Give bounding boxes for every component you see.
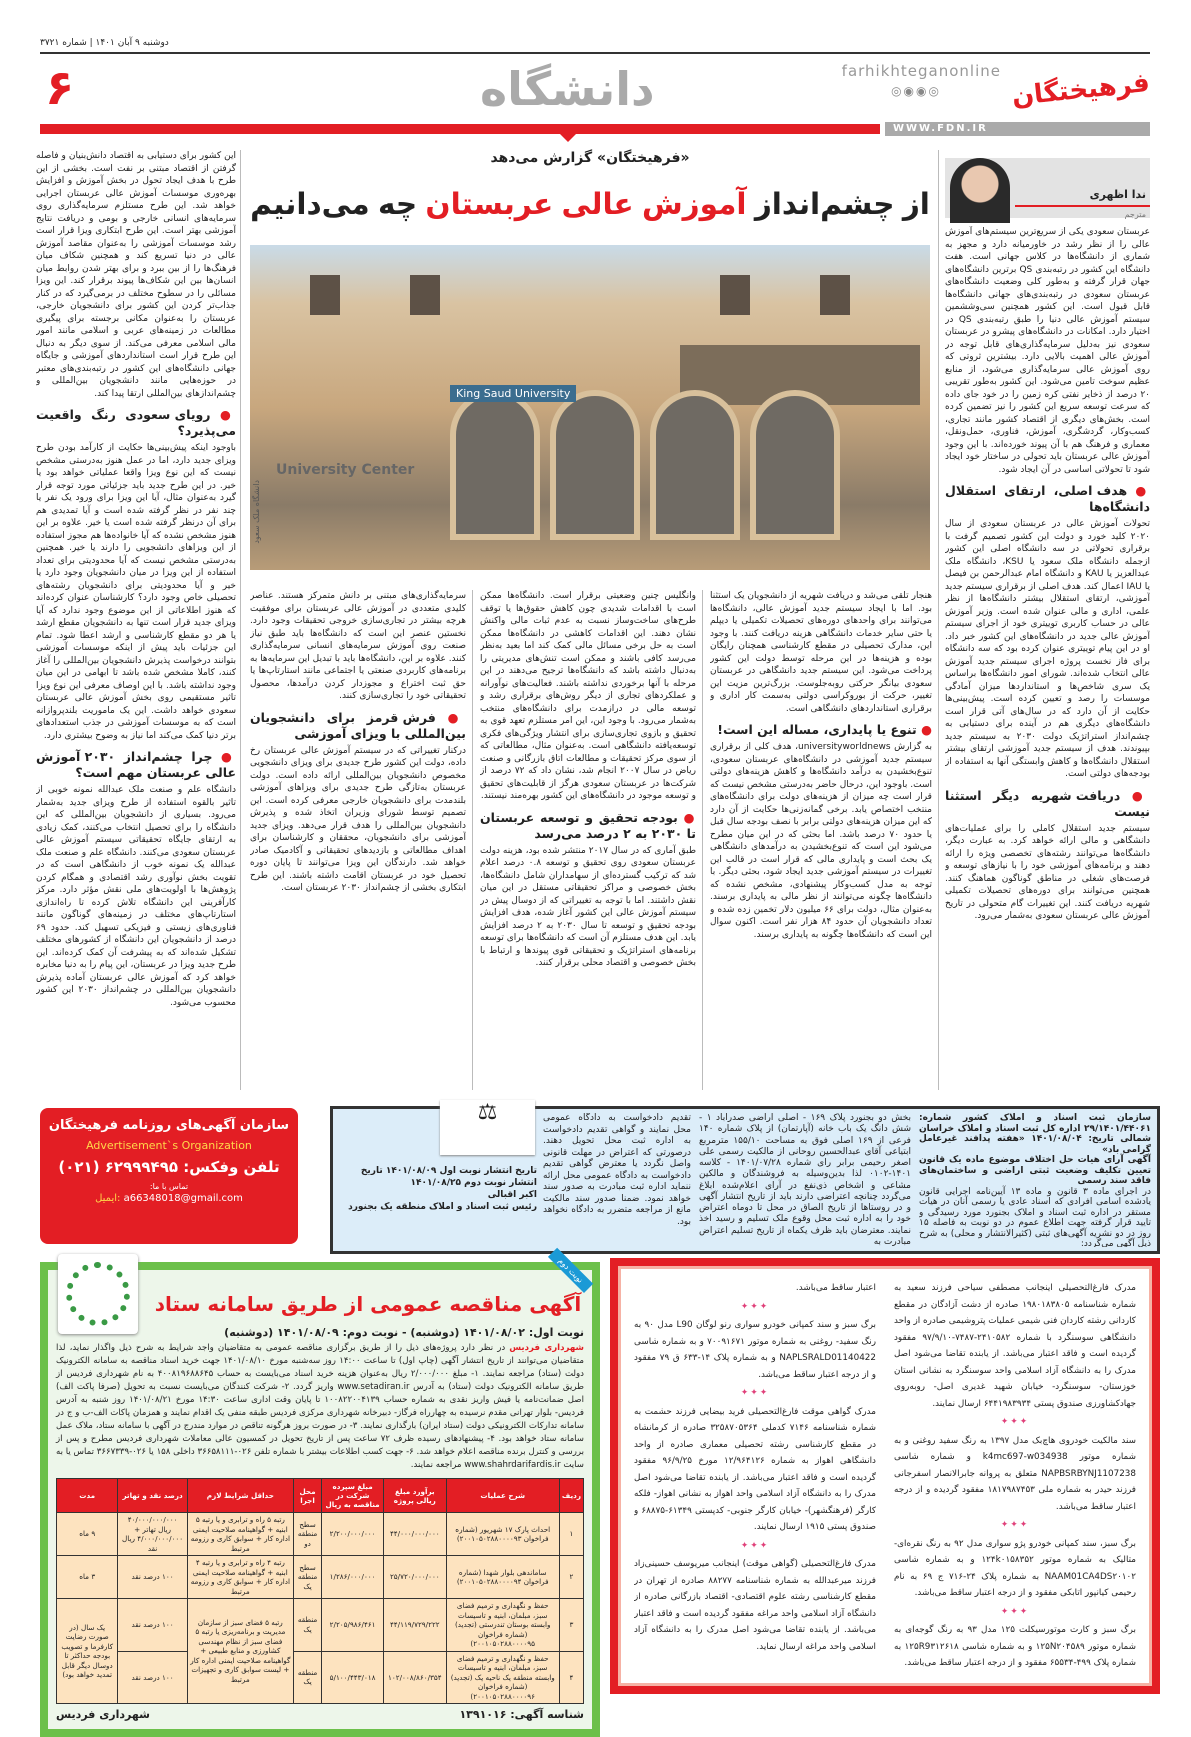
header-red-bar — [40, 124, 880, 134]
legal-body: بخش دو بجنورد پلاک ۱۶۹ - اصلی اراضی صدرآباد ۱ - شش دانگ یک باب خانه (آپارتمان) از پلاک شماره ۱۴۰ فرعی از ۱۶۹ اصلی فوق به مساحت ۱۵۵/۱۰ مترمربع ابتیاعی آقای عبدالحسین روحانی از مالکیت رسمی علی اصغر رحیمی برابر رای شماره ۱۴۰۱/۰۷/۲۸ - کلاسه ۱۴۰۱-۰۱۰۲ لذا بدین‌وسیله به فروشندگان و مالکین مشاعی و اشخاص ذی‌نفع در آرای اعلام‌شده ابلاغ می‌گردد چنانچه اعتراضی دارند باید از تاریخ انتشار آگهی و در روستاها از تاریخ الصاق در محل تا دوماه اعتراض خود را به اداره ثبت محل وقوع ملک تسلیم و رسید اخذ نمایند. معترضان باید ظرف یکماه از تاریخ تسلیم اعتراض مبادرت به — [699, 1113, 911, 1247]
tender-ad-id: شناسه آگهی: ۱۳۹۱۰۱۶ — [459, 1708, 584, 1721]
legal-body: در اجرای ماده ۳ قانون و ماده ۱۳ آیین‌نامه اجرایی قانون یادشده اسامی افرادی که اسناد عادی یا رسمی آنان در هیات مستقر در اداره ثبت اسناد و املاک بجنورد مورد رسیدگی و تایید قرار گرفته جهت اطلاع عموم در دو نوبت به فاصله ۱۵ روز در دو نشریه آگهی‌های ثبتی (کثیرالانتشار و محلی) به شرح ذیل آگهی می‌گردد: — [919, 1186, 1151, 1247]
table-cell: ۴۴/۱۱۹/۷۲۹/۲۲۲ — [384, 1599, 446, 1652]
separator-icon: ✦✦✦ — [1000, 1520, 1030, 1530]
article-column-left — [36, 150, 236, 1098]
table-cell: رتبه ۵ فضای سبز از سازمان مدیریت و برنامه‌ریزی یا رتبه ۵ فضای سبز از نظام مهندسی کشاورزی و منابع طبیعی + گواهینامه صلاحیت ایمنی اداره کار + لیست سوابق کاری و تجهیزات مرتبط — [187, 1599, 293, 1704]
separator-icon: ✦✦✦ — [740, 1540, 770, 1551]
ad-org-contact-label: تماس با ما: — [149, 1182, 189, 1191]
separator-icon: ✦✦✦ — [740, 1301, 770, 1312]
website-url: WWW.FDN.IR — [885, 122, 1150, 136]
headline-highlight: آموزش عالی عربستان — [425, 187, 747, 221]
tender-table — [56, 1478, 584, 1704]
table-cell: ۹ ماه — [57, 1513, 118, 1556]
legal-column-1 — [919, 1113, 1151, 1247]
lost-documents-notices — [610, 1258, 1160, 1694]
legal-signature — [341, 1165, 537, 1213]
article-column-right — [945, 226, 1150, 1096]
ad-organization-box — [40, 1108, 298, 1244]
table-cell: سطح منطقه یک — [293, 1556, 321, 1599]
notice-item: سند مالکیت خودروی هاچ‌بک مدل ۱۳۹۷ به رنگ سفید روغنی و به شماره موتور k4mc697-w034938 و شماره شاسی NAPBSRBYNJ1107238 متعلق به پروانه جابرالانصار اسفرجانی فرزند حیدر به شماره ملی ۱۸۱۷۹۸۷۴۵۳ مفقود گردیده و از درجه اعتبار ساقط می‌باشد. — [894, 1435, 1136, 1512]
subheading: ● فرش قرمز برای دانشجویان بین‌المللی با ویزای آموزشی — [250, 710, 466, 742]
tender-title: آگهی مناقصه عمومی از طریق سامانه ستاد — [154, 1292, 582, 1316]
table-cell: حفظ و نگهداری و ترمیم فضای سبز، مبلمان، ابنیه و تاسیسات وابسته بوستان تندرستی (تجدید) (شماره فراخوان ۲۰۰۱۰۵۰۲۸۸۰۰۰۰۹۵) — [446, 1599, 559, 1652]
article-photo — [250, 245, 930, 570]
table-cell: منطقه یک — [293, 1599, 321, 1652]
legal-signer: اکبر اقبالی — [487, 1190, 537, 1200]
table-cell: ۵/۱۰۰/۴۴۳/۰۱۸ — [322, 1651, 384, 1704]
table-cell: ۲۵/۷۲۰/۰۰۰/۰۰۰ — [384, 1556, 446, 1599]
email-label: ایمیل: — [95, 1193, 121, 1204]
newspaper-logo: فرهیختگان — [1010, 67, 1152, 113]
table-header: محل اجرا — [293, 1479, 321, 1513]
twitter-icon: ◉ — [916, 84, 929, 98]
separator-icon: ✦✦✦ — [1000, 1417, 1030, 1427]
notice-item: برگ سبز، سند کمپانی خودرو پژو سواری مدل ۹۲ به رنگ نقره‌ای- متالیک به شماره موتور ۱۲۴k۰۱۵۸۳۵۲ و به شماره شاسی NAAM01CA4DS۲۰۱۰۲ به شماره پلاک ۲۴-۷۱۶ ج ۶۹ به نام رحیمی کیانپور اتابکی مفقود و از درجه اعتبار ساقط می‌باشد. — [894, 1538, 1136, 1598]
tender-org: شهرداری فردیس — [509, 1343, 584, 1353]
table-cell: ۱۰۲/۰۰۸/۸۶۰/۳۵۴ — [384, 1651, 446, 1704]
photo-sign-center: University Center — [276, 462, 415, 478]
instagram-icon: ◎ — [891, 84, 904, 98]
ad-org-phone: تلفن وفکس: ۶۲۹۹۹۴۹۵ (۰۲۱) — [58, 1158, 280, 1176]
legal-signer-title: رئیس ثبت اسناد و املاک منطقه یک بجنورد — [348, 1202, 537, 1212]
notice-item: برگ سبز و سند کمپانی خودرو سواری رنو لوگان L90 مدل ۹۰ به رنگ سفید- روغنی به شماره موتور ۷۰۰۹۱۶۷۱ و به شماره شاسی NAPLSRALD01140422 و به شماره پلاک ۱۴-۶۳۳ ق ۷۹ مفقود و از درجه اعتبار ساقط می‌باشد. — [634, 1320, 876, 1380]
subheading: ● بودجه تحقیق و توسعه عربستان تا ۲۰۳۰ به ۲ درصد می‌رسد — [480, 810, 696, 842]
table-cell: احداث پارک ۱۷ شهریور (شماره فراخوان ۲۰۰۱۰۵۰۲۸۸۰۰۰۰۹۳) — [446, 1513, 559, 1556]
article-column-mid3 — [250, 590, 466, 1095]
social-icons — [891, 84, 941, 98]
table-header: حداقل شرایط لازم — [187, 1479, 293, 1513]
paragraph: به گزارش universityworldnews، هدف کلی از برقراری سیستم جدید آموزشی در دانشگاه‌های عربستان سعودی، تنوع‌بخشیدن به درآمد دانشگاه‌ها و کاهش هزینه‌های دولتی است. باوجود این، درحال حاضر به‌درستی مشخص نیست که قرار است چه میزان از هزینه‌های دولت برای دانشگاه‌های منتخب اختصاص یابد. برخی گمانه‌زنی‌ها حکایت از آن دارد که این میزان هزینه‌های دولتی برابر با نصف بودجه سال قبل یا حدود ۷۰ درصد باشد. اما بحثی که در این میان مطرح می‌شود این است که تنوع‌بخشیدن به درآمدهای دانشگاهی یک بحث است و پایداری مالی که قرار است در قالب این تغییرات در سیستم آموزشی جدید ایجاد شود، بحثی دیگر. با توجه به مدل کسب‌وکار پیشنهادی، مشخص نشده که دانشگاه‌ها چگونه می‌توانند از نظر مالی به پایداری برسند. به‌عنوان مثال، دولت برای ۶۶ میلیون دلار تخمین زده شده و تعداد دانشجویان آن حدود ۸۴ هزار نفر است. اکنون سوال این است که دانشگاه‌ها چگونه به پایداری برسند. — [710, 742, 932, 940]
paragraph: طبق آماری که در سال ۲۰۱۷ منتشر شده بود، هزینه دولت عربستان سعودی روی تحقیق و توسعه ۰.۸ درصد اعلام شد که ترکیب گسترده‌ای از سهامداران شامل دانشگاه‌ها، بخش خصوصی و مراکز تحقیقاتی مستقل در این میان نقش داشتند. اما با توجه به تغییراتی که از دوسال پیش در سیستم آموزش عالی این کشور آغاز شده، هدف افزایش بودجه تحقیق و توسعه تا سال ۲۰۳۰ به ۲ درصد افزایش یابد. این هدف مستلزم آن است که دانشگاه‌ها برای توسعه برنامه‌های استراتژیک و تحقیقاتی قوی پیوندها و ارتباط با بخش خصوصی و اقتصاد محلی برقرار کنند. — [480, 845, 696, 968]
legal-body: تقدیم دادخواست به دادگاه عمومی محل نمایند و گواهی تقدیم دادخواست به اداره ثبت محل تحویل دهند. درصورتی که اعتراض در مهلت قانونی واصل نگردد یا معترض گواهی تقدیم دادخواست به دادگاه عمومی محل ارائه ننماید اداره ثبت مبادرت به صدور سند خواهد نمود. ضمنا صدور سند مالکیت مانع از مراجعه متضرر به دادگاه نخواهد بود. — [543, 1113, 691, 1227]
site-name: farhikhteganonline — [841, 62, 1001, 80]
table-header: شرح عملیات — [446, 1479, 559, 1513]
notice-item: اعتبار ساقط می‌باشد. — [795, 1283, 876, 1293]
table-cell: رتبه ۵ راه و ترابری و یا رتبه ۵ ابنیه + گواهینامه صلاحیت ایمنی اداره کار + سوابق کاری و رزومه مرتبط — [187, 1513, 293, 1556]
table-cell: ۴۰/۰۰۰/۰۰۰/۰۰۰ ریال تهاتر + ۴/۰۰۰/۰۰۰/۰۰۰ ریال نقد — [118, 1513, 187, 1556]
fardis-municipality-logo-icon — [58, 1254, 138, 1334]
legal-column-2 — [699, 1113, 911, 1247]
paragraph: این کشور برای دستیابی به اقتصاد دانش‌بنیان و فاصله گرفتن از اقتصاد مبتنی بر نفت است. بخشی از این طرح با هدف ایجاد تحول در بخش آموزش و افزایش بهره‌وری موسسات آموزش عالی عربستان اجرایی خواهد شد. این طرح مستلزم سرمایه‌گذاری روی سرمایه‌های انسانی خارجی و بومی و دریافت نتایج آموزشی بهتر است. این طرح ابتکاری ویزا قرار است رشد موسسات آموزشی را به‌عنوان مقاصد آموزش عالی در دنیا تسریع کند و همچنین شکاف میان فرهنگ‌ها را از بین ببرد و برای بهتر شدن روابط میان انسان‌ها بین این شکاف‌ها پیوند برقرار کند. این ویزا مسائلی را در سطوح مختلف در برمی‌گیرد که در کنار جذاب‌تر کردن این کشور برای دانشجویان خارجی، عربستان را به‌عنوان مکانی برجسته برای پیگیری مطالعات در زمینه‌های عربی و اسلامی مانند امور مالی اسلامی معرفی می‌کند. از سوی دیگر به دنبال این طرح قرار است استانداردهای آموزشی و جایگاه جهانی دانشگاه‌های این کشور در رتبه‌بندی‌های معتبر در حوزه‌هایی مانند دانشجویان بین‌المللی و چشم‌اندازهای بین‌المللی ارتقا پیدا کند. — [36, 151, 236, 399]
notices-column-right — [894, 1280, 1136, 1672]
table-cell: حفظ و نگهداری و ترمیم فضای سبز، مبلمان، ابنیه و تاسیسات وابسته منطقه یک ناحیه یک (تجدید) (شماره فراخوان ۲۰۰۱۰۵۰۲۸۸۰۰۰۰۹۶) — [446, 1651, 559, 1704]
headline-part: از چشم‌انداز — [746, 187, 930, 221]
column-divider — [702, 590, 703, 1090]
judiciary-emblem-icon: ⚖ — [440, 1100, 535, 1155]
photo-credit: دانشگاه ملک سعود — [252, 480, 261, 544]
table-header: مبلغ سپرده شرکت در مناقصه به ریال — [322, 1479, 384, 1513]
tender-signer: شهرداری فردیس — [56, 1708, 150, 1721]
table-cell: سطح منطقه دو — [293, 1513, 321, 1556]
tender-body: در نظر دارد پروژه‌های ذیل را از طریق برگزاری مناقصه عمومی به متقاضیان واجد شرایط به شرح ذیل واگذار نماید، لذا متقاضیان می‌توانند از تاریخ انتشار آگهی (چاپ اول) تا ساعت ۱۴:۰۰ روز سه‌شنبه مورخ ۱۴۰۱/۰۸/۱۰ جهت خرید اسناد مناقصه به سامانه الکترونیک دولت (ستاد) مراجعه نمایند. ۱- مبلغ ۲/۰۰۰/۰۰۰ ریال به‌عنوان هزینه خرید اسناد می‌بایست به حساب ۴۰۰۸۱۹۶۸۸۶۴۵ به نام شهرداری فردیس از طریق سامانه الکترونیک دولت (ستاد) به آدرس www.setadiran.ir واریز گردد. ۲- شرکت کنندگان می‌بایست نسبت به تحویل (صرفا پاکت الف) اصل ضمانت‌نامه یا فیش واریز نقدی به شماره حساب ۱۰۰۸۲۲۰۰۴۱۳۹ تا پایان وقت اداری ساعت ۱۴:۳۰ مورخ ۱۴۰۱/۰۸/۲۱ روز شنبه به آدرس فردیس- بلوار تهرانی مقدم نرسیده به چهارراه فرگاز- دبیرخانه شهرداری مرکزی فردیس طبقه منفی یک اقدام نمایند و همزمان پاکات الف-ب و ج در سامانه تدارکات الکترونیکی دولت (ستاد ایران) بارگذاری نمایند. ۳- در صورت بروز هرگونه تناقص در موارد مندرج در آگهی با سامانه ستاد، ملاک عمل سامانه ستاد خواهد بود. ۴- پیشنهادهای رسیده ظرف ۷۲ ساعت پس از تاریخ تحویل در کمسیون عالی معاملات شهرداری فردیس مطرح و پس از بررسی و کنترل برنده مناقصه اعلام خواهد شد. ۶- جهت کسب اطلاعات بیشتر با شماره تلفن ۰۲۶-۳۶۶۵۸۱۱۱ داخلی ۱۵۸ یا ۰۲۶-۳۶۶۷۳۳۹ تماس یا به سایت www.shahrdarifardis.ir مراجعه نمایند. — [56, 1343, 584, 1470]
section-title: دانشگاه — [480, 62, 655, 116]
subheading: ● دریافت شهریه دیگر استثنا نیست — [945, 788, 1150, 820]
ad-org-email[interactable] — [40, 1193, 298, 1204]
paragraph: هنجار تلقی می‌شد و دریافت شهریه از دانشجویان یک استثنا بود. اما با ایجاد سیستم جدید آموزش عالی، دانشگاه‌ها می‌توانند برای واحدهای دوره‌های تحصیلات تکمیلی یا دیپلم یا حتی سایر خدمات دانشگاهی هزینه دریافت کنند. با وجود این، مدارک تحصیلی در مقطع کارشناسی همچنان رایگان بوده و هزینه‌ها در این مرحله توسط دولت این کشور پرداخت می‌شود. این سیستم جدید دانشگاهی در عربستان سعودی بیانگر حرکتی روبه‌جلوست. بزرگ‌ترین مزیت این تغییر، حرکت از بوروکراسی دولتی به‌سمت کار اداری و برقراری استانداردهای دانشگاهی است. — [710, 591, 932, 714]
table-row — [57, 1651, 584, 1704]
legal-dates: تاریخ انتشار نوبت اول ۱۴۰۱/۰۸/۰۹ تاریخ انتشار نوبت دوم ۱۴۰۱/۰۸/۲۵ — [360, 1166, 537, 1188]
tender-rounds: نوبت اول: ۱۴۰۱/۰۸/۰۲ (دوشنبه) - نوبت دوم: ۱۴۰۱/۰۸/۰۹ (دوشنبه) — [224, 1326, 584, 1339]
notice-item: مدرک گواهی موقت فارغ‌التحصیلی فرید بیضایی فرزند حشمت به شماره شناسنامه ۷۱۴۶ کدملی ۳۲۵۸۷۰۵۳۶۴ صادره از کرمانشاه در مقطع کارشناسی رشته تحصیلی معماری صادره از واحد دانشگاهی اهواز به شماره ۱۲/۹۶۴۱۲۶ مورخ ۹۶/۹/۲۵ مفقود گردیده است و فاقد اعتبار می‌باشد. از یابنده تقاضا می‌شود اصل مدرک را به دانشگاه آزاد اسلامی واحد اهواز به نشانی اهواز- فلکه کارگر (فرهنگشهر)- خیابان کارگر جنوبی- کدپستی ۶۱۳۴۹-۶۸۸۷۵ و صندوق پستی ۱۹۱۵ ارسال نمایند. — [634, 1406, 876, 1532]
table-header: ردیف — [559, 1479, 583, 1513]
ad-org-subtitle: Advertisement`s Organization — [86, 1139, 252, 1152]
table-cell: منطقه یک — [293, 1651, 321, 1704]
article-column-mid1 — [710, 590, 932, 1095]
table-cell: ۱ — [559, 1513, 583, 1556]
column-divider — [240, 150, 241, 1090]
legal-header: سازمان ثبت اسناد و املاک کشور شماره: ۲۹/۱۴۰۱/۴۴۰۶۱ اداره کل ثبت اسناد و املاک خراسان شمالی تاریخ: ۱۴۰۱/۰۸/۰۴ «هفته پدافند غیرعامل گرامی باد» — [919, 1113, 1151, 1155]
ad-org-title: سازمان آگهی‌های روزنامه فرهیختگان — [48, 1118, 290, 1133]
subheading: ● رویای سعودی رنگ واقعیت می‌پذیرد؟ — [36, 407, 236, 439]
paragraph: عربستان سعودی یکی از سریع‌ترین سیستم‌های آموزش عالی را از نظر رشد در خاورمیانه دارد و مجهز به شماری از دانشگاه‌ها در کلاس جهانی است. هفت دانشگاه این کشور در رتبه‌بندی QS برترین دانشگاه‌های جهان قرار گرفته و به‌طور کلی وضعیت دانشگاه‌های عربستان سعودی در رتبه‌بندی‌های جهانی دانشگاه‌ها قابل قبول است. این کشور همچنین سی‌وششمین سیستم آموزش عالی دنیا را طبق رتبه‌بندی QS در اختیار دارد. امکانات در دانشگاه‌های پیشرو در عربستان سعودی نیز به‌دلیل سرمایه‌گذاری‌های قابل توجه در آموزش عالی اهمیت بالایی دارد. بیشترین ثروتی که روی آموزش عالی سرمایه‌گذاری می‌شود، از منابع عظیم سوخت تامین می‌شود. این کشور به‌طور تقریبی ۲۰ درصد از ذخایر نفتی کره زمین را در خود جای داده که سرعت توسعه سریع این کشور را نیز تضمین کرده است. بخش‌های دیگری از اقتصاد کشور مانند تجاری، کسب‌وکار، گردشگری، آموزش، فناوری، حمل‌ونقل، معماری و فرهنگ هم با آن پیوند خورده‌اند. با این وجود آموزش عالی عربستان باید تحولی در ساختار خود ایجاد شود تا تحولاتی اساسی در آن ایجاد شود. — [945, 227, 1150, 475]
paragraph: باوجود اینکه پیش‌بینی‌ها حکایت از کارآمد بودن طرح ویزای جدید دارد، اما در عمل هنوز به‌درستی مشخص نیست که این نوع ویزا واقعا عملیاتی خواهد بود یا خیر. در این طرح جدید باید جزئیاتی مورد توجه قرار گیرد به‌عنوان مثال، آیا این ویزا برای ورود یک نفر یا چند نفر در نظر گرفته شده است و آیا تمدیدی هم برای آن درنظر گرفته شده است یا خیر. علاوه بر این هنوز مشخص نشده که آیا خانواده‌ها هم مجوز استفاده از این ویزاهای دانشجویی را دارند یا خیر. همچنین به‌درستی مشخص نیست که آیا محدودیتی برای تعداد استفاده از این ویزا در میان دانشجویان وجود دارد یا خیر و آیا محدودیتی برای دانشجویان رشته‌های تحصیلی خاص وجود دارد؟ کارشناسان عنوان کرده‌اند که هنوز اطلاعاتی از این موضوع وجود ندارد که آیا ویزای جدید قرار است تنها به دانشجویان مقطع ارشد یا هر دو مقطع کارشناسی و ارشد اعطا شود. تمام این جزئیات باید پیش از اینکه موسسات آموزشی بتوانند درخواست پذیرش دانشجویان بین‌المللی را آغاز کنند، کاملا مشخص شده باشد تا ابهامی در این میان وجود نداشته باشد. با این اوصاف معرفی این نوع ویزا تاثیر مستقیمی روی بخش آموزش عالی عربستان سعودی خواهد داشت. این یک ماموریت بلندپروازانه است که به موسسات آموزشی در جذب استعدادهای برتر دنیا کمک می‌کند اما نیاز به وضوح بیشتری دارد. — [36, 443, 236, 741]
table-header: مدت — [57, 1479, 118, 1513]
subheading: ● چرا چشم‌انداز ۲۰۳۰ آموزش عالی عربستان مهم است؟ — [36, 749, 236, 781]
article-kicker: «فرهیختگان» گزارش می‌دهد — [490, 150, 690, 166]
paragraph: سرمایه‌گذاری‌های مبتنی بر دانش متمرکز هستند. عناصر کلیدی متعددی در آموزش عالی عربستان برای موفقیت هرچه بیشتر در تجاری‌سازی خروجی تحقیقات وجود دارد. نخستین عنصر این است که دانشگاه‌ها باید طبق نیاز صنعت روی آموزش سرمایه‌های انسانی سرمایه‌گذاری کنند. علاوه بر این، دانشگاه‌ها باید با تبدیل این سرمایه‌ها به برنامه‌های کاربردی صنعتی یا اجتماعی مانند استارتاپ‌ها یا حق ثبت اختراع و مجوزدار کردن درآمدها، محصول تحقیقاتی خود را تجاری‌سازی کنند. — [250, 591, 466, 701]
table-cell: ۱۰۰ درصد نقد — [118, 1599, 187, 1652]
article-headline — [250, 176, 930, 232]
table-cell: ۱۰۰ درصد نقد — [118, 1556, 187, 1599]
paragraph: سیستم جدید استقلال کاملی را برای عملیات‌های دانشگاهی و مالی ارائه خواهد کرد. به عبارت دیگر، دانشگاه‌ها می‌توانند رشته‌های تخصصی ویژه را ارائه دهند و برنامه‌های آموزشی خود را با نیازهای توسعه و فرصت‌های شغلی در مناطق گوناگون هماهنگ کنند. همچنین می‌توانند برای دوره‌های تحصیلات تکمیلی شهریه دریافت کنند. این تغییرات گام متحولی در تاریخ آموزش عالی عربستان سعودی به‌شمار می‌رود. — [945, 823, 1150, 921]
subheading: ● تنوع یا پایداری، مساله این است! — [710, 722, 932, 738]
author-rule — [1015, 205, 1150, 207]
paragraph: درکنار تغییراتی که در سیستم آموزش عالی عربستان رخ داده، دولت این کشور طرح جدیدی برای ویزای دانشجویی مخصوص دانشجویان بین‌المللی ارائه داده است. دولت عربستان به‌تازگی طرح جدیدی برای ویزاهای آموزشی بلندمدت برای دانشجویان خارجی معرفی کرده است. این تصمیم توسط شورای وزیران اتخاذ شده و پذیرش دانشجویان بین‌المللی را هدف قرار می‌دهد. ویزای جدید آموزشی برای دانشجویان، محققان و کارشناسان برای اهداف مطالعاتی و بازدیدهای تحقیقاتی و آکادمیک صادر خواهد شد. دارندگان این ویزا می‌توانند تا پایان دوره تحصیل خود در عربستان اقامت داشته باشند. این طرح ابتکاری بخشی از چشم‌انداز ۲۰۳۰ عربستان است. — [250, 745, 466, 893]
table-cell: ۱۰۰ درصد نقد — [118, 1651, 187, 1704]
telegram-icon: ◉ — [903, 84, 917, 98]
table-header: درصد نقد و تهاتر — [118, 1479, 187, 1513]
column-divider — [938, 150, 939, 1090]
table-row — [57, 1599, 584, 1652]
notice-item: برگ سبز و کارت موتورسیکلت ۱۲۵ مدل ۹۳ به رنگ گوجه‌ای به شماره موتور ۱۲۵N۲۰۴۵۸۹ و به شماره شاسی ۱۲۵R9۳۱۲۶۱۸ به شماره پلاک ۴۹۹-۶۵۵۳۴ مفقود و از درجه اعتبار ساقط می‌باشد. — [894, 1625, 1136, 1668]
notices-column-left — [634, 1280, 876, 1672]
top-rule — [40, 52, 1150, 54]
separator-icon: ✦✦✦ — [740, 1388, 770, 1398]
table-cell: ۴ — [559, 1651, 583, 1704]
table-row — [57, 1513, 584, 1556]
table-cell: ۲/۲۰۰/۰۰۰/۰۰۰ — [322, 1513, 384, 1556]
legal-column-3 — [543, 1113, 691, 1247]
table-row — [57, 1556, 584, 1599]
column-divider — [472, 590, 473, 1090]
table-cell: ۴۴/۰۰۰/۰۰۰/۰۰۰ — [384, 1513, 446, 1556]
table-cell: یک سال (در صورت رضایت کارفرما و تصویب بودجه حداکثر تا دوسال دیگر قابل تمدید خواهد بود) — [57, 1599, 118, 1704]
table-cell: ۲/۲۰۵/۹۸۶/۴۶۱ — [322, 1599, 384, 1652]
headline-part: چه می‌دانیم — [250, 187, 426, 221]
author-role: مترجم — [1124, 210, 1146, 219]
email-address[interactable]: a66348018@gmail.com — [123, 1193, 243, 1204]
paragraph: تحولات آموزش عالی در عربستان سعودی از سال ۲۰۲۰ کلید خورد و دولت این کشور تصمیم گرفت با برقراری تحولاتی در سه دانشگاه اصلی این کشور ازجمله دانشگاه ملک سعود یا KSU، دانشگاه ملک عبدالعزیز یا KAU و دانشگاه امام عبدالرحمن بن فیصل یا IAU اعمال کند. هدف اصلی از برقراری سیستم جدید آموزشی، ارتقای استقلال بیشتر دانشگاه‌ها از نظر علمی، اداری و مالی عنوان شده است. وزیر آموزش عالی در حساب کاربری توییتری خود از اجرای سیستم آموزش عالی جدید در دانشگاه‌های این کشور خبر داد. او در این پیام توییتری عنوان کرده بود که سه دانشگاه برای فاز نخست پروژه اجرای سیستم جدید آموزش عالی انتخاب شده‌اند. شورای امور دانشگاه‌ها براساس یک سری شاخص‌ها و استانداردها میزان آمادگی موسسات را رصد و تعیین کرده است. پیش‌بینی‌ها حکایت از آن دارد که در سال‌های آتی قرار است دانشگاه‌های دیگری هم در آینده برای دستیابی به چشم‌انداز استراتژیک دولت ۲۰۳۰ به سیستم جدید بپیوندند. هدف از سیستم جدید آموزشی ارتقای بیشتر استقلال دانشگاه‌ها و کاهش وابستگی آنها به استفاده از بودجه‌های دولتی است. — [945, 519, 1150, 779]
table-cell: ۱/۲۸۶/۰۰۰/۰۰۰ — [322, 1556, 384, 1599]
notice-item: مدرک فارغ‌التحصیلی اینجانب مصطفی سیاحی فرزند سعید به شماره شناسنامه ۱۹۸۰۱۸۳۸۰۵ صادره از دشت آزادگان در مقطع کاردانی رشته کاردان فنی شیمی عملیات پتروشیمی صادره از واحد دانشگاهی سوسنگرد با شماره ۲۴۱۰۵۸۲-۷۴۸۷-۹۷/۹/۱۰ مفقود گردیده است و فاقد اعتبار می‌باشد. از یابنده تقاضا می‌شود اصل مدرک را به دانشگاه آزاد اسلامی واحد سوسنگرد به نشانی استان خوزستان- سوسنگرد- خیابان شهید غدیری اصل- روبه‌روی جهادکشاورزی صندوق پستی ۶۴۴۱۹۸۳۹۳۴ ارسال نمایند. — [894, 1283, 1136, 1409]
article-column-mid2 — [480, 590, 696, 1095]
paragraph: دانشگاه علم و صنعت ملک عبدالله نمونه خوبی از تاثیر بالقوه استفاده از طرح ویزای جدید به‌شمار می‌رود. بسیاری از دانشجویان بین‌المللی که این دانشگاه را برای تحصیل انتخاب می‌کنند، کمک زیادی به ارتقای جایگاه تحقیقاتی سیستم آموزش عالی عربستان سعودی می‌کنند. دانشگاه علم و صنعت ملک عبدالله یک نمونه خوب از دانشگاهی است که در تقویت بخش نوآوری رشد اقتصادی و همگام کردن پژوهش‌ها با اولویت‌های ملی نقش مؤثر دارد. مرکز کارآفرینی این دانشگاه تلاش کرده تا راه‌اندازی استارتاپ‌های مختلف در زمینه‌های گوناگون مانند فناوری‌های زیستی و فیزیکی تسهیل کند. حدود ۶۹ درصد از دانشجویان این دانشگاه از کشورهای مختلف تشکیل شده‌اند که به پیشرفت آن کمک کرده‌اند. این طرح جدید ویزا در عربستان، این پیام را به دنیا مخابره خواهد کرد که آموزش عالی عربستان آماده پذیرش دانشجویان بین‌المللی در چشم‌انداز ۲۰۳۰ این کشور محسوب می‌شود. — [36, 785, 236, 1008]
aparat-icon: ◎ — [928, 84, 941, 98]
photo-sign: King Saud University — [450, 385, 576, 402]
author-name: ندا اظهری — [1089, 188, 1146, 201]
table-cell: ۲ — [559, 1556, 583, 1599]
table-cell: ۳ ماه — [57, 1556, 118, 1599]
table-cell: ساماندهی بلوار شهدا (شماره فراخوان ۲۰۰۱۰۵۰۲۸۸۰۰۰۰۹۴) — [446, 1556, 559, 1599]
legal-title: آگهی آرای هیات حل اختلاف موضوع ماده یک قانون تعیین تکلیف وضعیت ثبتی اراضی و ساختمان‌های فاقد سند رسمی — [919, 1155, 1151, 1186]
page-number: ۶ — [45, 60, 75, 116]
notice-item: مدرک فارغ‌التحصیلی (گواهی موقت) اینجانب میریوسف حسینی‌زاد فرزند میرعبدالله به شماره شناسنامه ۸۸۲۷۷ صادره از تهران در مقطع کارشناسی رشته علوم اقتصادی- اقتصاد بازرگانی صادره از دانشگاه آزاد اسلامی واحد مراغه مفقود گردیده است و فاقد اعتبار می‌باشد. از یابنده تقاضا می‌شود اصل مدرک را به دانشگاه آزاد اسلامی واحد مراغه ارسال نماید. — [634, 1559, 876, 1652]
subheading: ● هدف اصلی، ارتقای استقلال دانشگاه‌ها — [945, 483, 1150, 515]
table-cell: ۳ — [559, 1599, 583, 1652]
table-cell: رتبه ۴ راه و ترابری و یا رتبه ۴ ابنیه + گواهینامه صلاحیت ایمنی اداره کار + سوابق کاری و رزومه مرتبط — [187, 1556, 293, 1599]
issue-date-line: دوشنبه ۹ آبان ۱۴۰۱ | شماره ۳۷۲۱ — [40, 38, 169, 48]
second-round-ribbon: نوبت دوم — [548, 1248, 594, 1294]
author-avatar — [950, 158, 1010, 223]
paragraph: وانگلیس چنین وضعیتی برقرار است. دانشگاه‌ها ممکن است با اقدامات شدیدی چون کاهش حقوق‌ها یا توقف طرح‌های ساخت‌وساز نسبت به عدم ثبات مالی واکنش نشان دهند. این اقدامات کاهشی در دانشگاه‌ها ممکن است به حل برخی مسائل مالی کمک کند اما بعید به‌نظر می‌رسد کافی باشند و ممکن است تنش‌های مدیریتی را به‌دنبال داشته باشد که دانشگاه‌ها ترجیح می‌دهند در این مرحله با آنها برخوردی نداشته باشند. فعالیت‌های نوآورانه و عملکردهای تجاری از دیگر روش‌های برقراری رشد و توسعه مالی در درازمدت برای دانشگاه‌های منتخب به‌شمار می‌رود. با وجود این، این امر مستلزم تعهد قوی به تحقیق و بازوی تجاری‌سازی برای انتشار ویژگی‌های فکری توسعه‌یافته دانشگاهی است. به‌عنوان مثال، مطالعاتی که از سوی مرکز تحقیقات و مطالعات اتاق بازرگانی و صنعت ریاض در سال ۲۰۰۷ انجام شد، نشان داد که ۷۲ درصد از شرکت‌ها در عربستان سعودی هرگز از قابلیت‌های تحقیق و توسعه موجود در دانشگاه‌های این کشور بهره‌مند نیستند. — [480, 591, 696, 801]
separator-icon: ✦✦✦ — [1000, 1606, 1030, 1617]
table-header: برآورد مبلغ ریالی پروژه — [384, 1479, 446, 1513]
